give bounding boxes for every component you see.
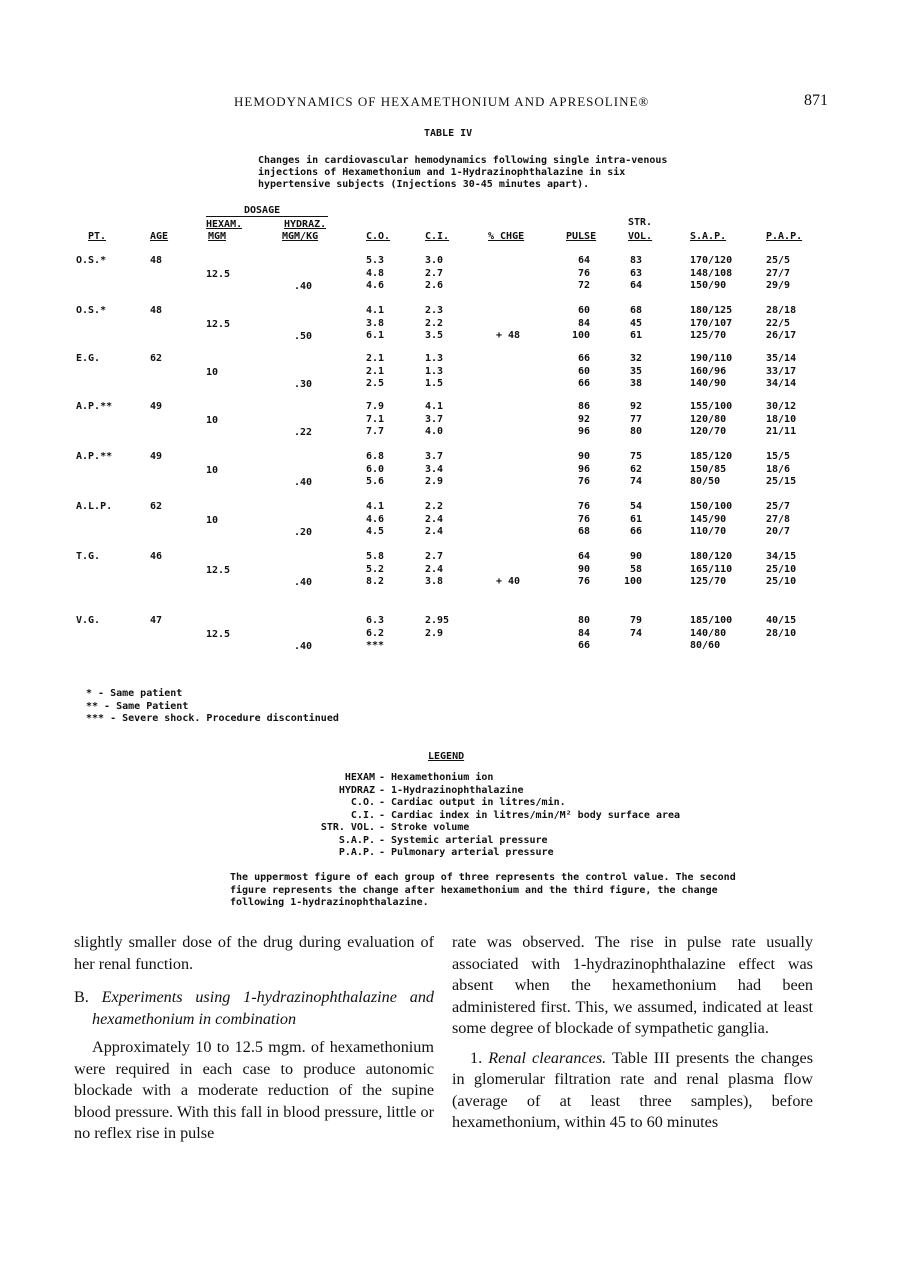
table-cell-pulse: 80 84 66: [577, 615, 590, 651]
legend-item: [290, 822, 680, 835]
legend-item: [290, 797, 680, 810]
table-caption: Changes in cardiovascular hemodynamics following single intra-venous injections of Hexamethonium and 1-Hydrazinophthalazine in six hypertensive subjects (Injections 30-45 minutes apart).: [258, 155, 668, 190]
dosage-label: DOSAGE: [244, 205, 281, 216]
section-heading: [74, 987, 434, 1030]
table-cell-chge: + 40: [496, 576, 521, 587]
table-cell-sap: 170/120 148/108 150/90: [690, 255, 733, 291]
section-label: B.: [74, 988, 89, 1006]
table-cell-hexam: 12.5: [206, 319, 231, 330]
table-cell-ci: 4.1 3.7 4.0: [425, 401, 444, 437]
table-cell-sap: 185/100 140/80 80/60: [690, 615, 733, 651]
left-column: [74, 932, 434, 1145]
table-cell-ci: 1.3 1.3 1.5: [425, 353, 444, 389]
table-cell-pap: 28/18 22/5 26/17: [766, 305, 797, 341]
legend-abbr: HYDRAZ: [338, 784, 375, 796]
footnote: ** - Same Patient: [86, 700, 189, 712]
table-cell-vol: 68 45 61: [629, 305, 642, 341]
table-cell-age: 46: [150, 551, 163, 562]
header-pulse: PULSE: [566, 231, 597, 242]
table-cell-hexam: 10: [206, 515, 219, 526]
table-cell-pap: 25/7 27/8 20/7: [766, 501, 791, 537]
table-cell-pap: 34/15 25/10 25/10: [766, 551, 797, 587]
table-cell-pap: 15/5 18/6 25/15: [766, 451, 797, 487]
legend-abbr: STR. VOL.: [320, 822, 375, 833]
table-cell-co: 5.3 4.8 4.6: [366, 255, 385, 291]
table-cell-pulse: 60 84 100: [571, 305, 590, 341]
table-cell-pulse: 64 76 72: [577, 255, 590, 291]
table-cell-sap: 185/120 150/85 80/50: [690, 451, 733, 487]
table-cell-hydraz: .40: [294, 577, 313, 588]
legend-item: [290, 847, 680, 860]
table-cell-ci: 2.95 2.9: [425, 615, 450, 639]
table-cell-pap: 35/14 33/17 34/14: [766, 353, 797, 389]
table-cell-ci: 2.7 2.4 3.8: [425, 551, 444, 587]
legend-item: [290, 835, 680, 848]
header-str: STR.: [628, 217, 653, 228]
legend-item: [290, 785, 680, 798]
table-cell-vol: 83 63 64: [629, 255, 642, 291]
right-column: [452, 932, 813, 1134]
paragraph: [452, 1048, 813, 1134]
legend-desc: - Pulmonary arterial pressure: [379, 847, 554, 858]
table-cell-hydraz: .30: [294, 379, 313, 390]
legend-desc: - 1-Hydrazinophthalazine: [379, 784, 524, 796]
table-title: TABLE IV: [424, 128, 473, 139]
legend-note: The uppermost figure of each group of three represents the control value. The second figure represents the change after hexamethonium and the third figure, the change following 1-hydrazinophthalazine.: [230, 872, 736, 908]
header-chge: % CHGE: [488, 231, 525, 242]
table-cell-pt: O.S.*: [76, 255, 107, 266]
table-cell-chge: + 48: [496, 330, 521, 341]
legend: [290, 772, 680, 860]
table-cell-pt: A.P.**: [76, 451, 113, 462]
table-cell-pt: A.L.P.: [76, 501, 113, 512]
legend-item: [290, 772, 680, 785]
table-cell-pt: V.G.: [76, 615, 101, 626]
table-cell-age: 62: [150, 353, 163, 364]
legend-desc: - Cardiac output in litres/min.: [379, 797, 566, 808]
table-cell-sap: 150/100 145/90 110/70: [690, 501, 733, 537]
footnotes: [86, 688, 339, 726]
header-hexam: HEXAM.: [206, 219, 243, 230]
subsection-label: 1.: [470, 1048, 483, 1067]
table-cell-vol: 92 77 80: [629, 401, 642, 437]
table-cell-hydraz: .22: [294, 427, 313, 438]
table-cell-co: 5.8 5.2 8.2: [366, 551, 385, 587]
table-cell-sap: 180/125 170/107 125/70: [690, 305, 733, 341]
table-cell-hexam: 12.5: [206, 269, 231, 280]
table-cell-hexam: 10: [206, 465, 219, 476]
section-title: Experiments using 1-hydrazinophthalazine and hexamethonium in combination: [92, 988, 435, 1028]
dosage-rule: [206, 216, 328, 217]
table-cell-age: 47: [150, 615, 163, 626]
paragraph-text: Table III presents the changes in glomerular filtration rate and renal plasma flow (average of at least three samples), before hexamethonium, within 45 to 60 minutes: [452, 1048, 814, 1131]
page-number: 871: [804, 92, 828, 109]
header-hexam-unit: MGM: [208, 231, 227, 242]
legend-desc: - Hexamethonium ion: [379, 772, 494, 783]
legend-abbr: P.A.P.: [338, 847, 375, 858]
footnote: * - Same patient: [86, 688, 183, 699]
table-cell-age: 48: [150, 305, 163, 316]
legend-desc: - Cardiac index in litres/min/M² body surface area: [379, 809, 681, 821]
table-cell-co: 7.9 7.1 7.7: [366, 401, 385, 437]
paragraph: slightly smaller dose of the drug during evaluation of her renal function.: [74, 933, 434, 973]
table-cell-ci: 3.7 3.4 2.9: [425, 451, 444, 487]
table-cell-sap: 155/100 120/80 120/70: [690, 401, 733, 437]
running-head: HEMODYNAMICS OF HEXAMETHONIUM AND APRESOLINE®: [234, 94, 650, 109]
header-ci: C.I.: [425, 231, 450, 242]
header-hydraz: HYDRAZ.: [284, 219, 327, 230]
table-cell-hexam: 10: [206, 415, 219, 426]
table-cell-co: 4.1 4.6 4.5: [366, 501, 385, 537]
table-cell-hydraz: .50: [294, 331, 313, 342]
legend-desc: - Stroke volume: [379, 822, 470, 833]
table-cell-pap: 40/15 28/10: [766, 615, 797, 639]
table-cell-vol: 75 62 74: [629, 451, 642, 487]
header-vol: VOL.: [628, 231, 653, 242]
table-cell-pt: E.G.: [76, 353, 101, 364]
legend-abbr: HEXAM: [344, 772, 375, 783]
subsection-title: Renal clearances.: [488, 1048, 607, 1067]
table-cell-co: 6.8 6.0 5.6: [366, 451, 385, 487]
table-cell-age: 49: [150, 451, 163, 462]
table-cell-hydraz: .40: [294, 477, 313, 488]
table-cell-co: 2.1 2.1 2.5: [366, 353, 385, 389]
table-cell-pap: 25/5 27/7 29/9: [766, 255, 791, 291]
table-cell-hydraz: .40: [294, 281, 313, 292]
table-cell-pulse: 66 60 66: [577, 353, 590, 389]
legend-desc: - Systemic arterial pressure: [379, 834, 548, 846]
header-sap: S.A.P.: [690, 231, 727, 242]
table-cell-ci: 3.0 2.7 2.6: [425, 255, 444, 291]
legend-title: LEGEND: [428, 751, 465, 762]
table-cell-co: 6.3 6.2 ***: [366, 615, 385, 651]
table-cell-hexam: 10: [206, 367, 219, 378]
legend-abbr: C.O.: [350, 797, 375, 808]
table-cell-age: 62: [150, 501, 163, 512]
header-pap: P.A.P.: [766, 231, 803, 242]
paragraph: rate was observed. The rise in pulse rate usually associated with 1-hydrazinophthalazine effect was absent when the hexamethonium had been administered first. This, we assumed, indicated at least some degree of blockade of sympathetic ganglia.: [452, 933, 813, 1037]
table-cell-co: 4.1 3.8 6.1: [366, 305, 385, 341]
table-cell-vol: 79 74: [629, 615, 642, 639]
table-cell-age: 49: [150, 401, 163, 412]
header-hydraz-unit: MGM/KG: [282, 231, 319, 242]
table-cell-pap: 30/12 18/10 21/11: [766, 401, 797, 437]
table-cell-age: 48: [150, 255, 163, 266]
table-cell-pt: O.S.*: [76, 305, 107, 316]
legend-abbr: C.I.: [350, 809, 375, 821]
table-cell-pulse: 64 90 76: [577, 551, 590, 587]
table-cell-ci: 2.3 2.2 3.5: [425, 305, 444, 341]
paragraph: Approximately 10 to 12.5 mgm. of hexamethonium were required in each case to produce autonomic blockade with a moderate reduction of the supine blood pressure. With this fall in blood pressure, little or no reflex rise in pulse: [74, 1038, 434, 1142]
table-cell-hydraz: .20: [294, 527, 313, 538]
table-cell-vol: 90 58 100: [623, 551, 642, 587]
data-table: [76, 205, 816, 655]
legend-abbr: S.A.P.: [338, 834, 375, 846]
table-cell-pulse: 86 92 96: [577, 401, 590, 437]
table-cell-hexam: 12.5: [206, 565, 231, 576]
table-cell-hexam: 12.5: [206, 629, 231, 640]
table-cell-pt: A.P.**: [76, 401, 113, 412]
table-cell-pulse: 76 76 68: [577, 501, 590, 537]
table-cell-sap: 190/110 160/96 140/90: [690, 353, 733, 389]
legend-item: [290, 810, 680, 823]
header-pt: PT.: [88, 231, 107, 242]
table-cell-pulse: 90 96 76: [577, 451, 590, 487]
table-cell-ci: 2.2 2.4 2.4: [425, 501, 444, 537]
table-cell-vol: 32 35 38: [629, 353, 642, 389]
table-cell-sap: 180/120 165/110 125/70: [690, 551, 733, 587]
table-cell-pt: T.G.: [76, 551, 101, 562]
footnote: *** - Severe shock. Procedure discontinued: [86, 713, 339, 724]
header-age: AGE: [150, 231, 169, 242]
header-co: C.O.: [366, 231, 391, 242]
table-cell-vol: 54 61 66: [629, 501, 642, 537]
table-cell-hydraz: .40: [294, 641, 313, 652]
